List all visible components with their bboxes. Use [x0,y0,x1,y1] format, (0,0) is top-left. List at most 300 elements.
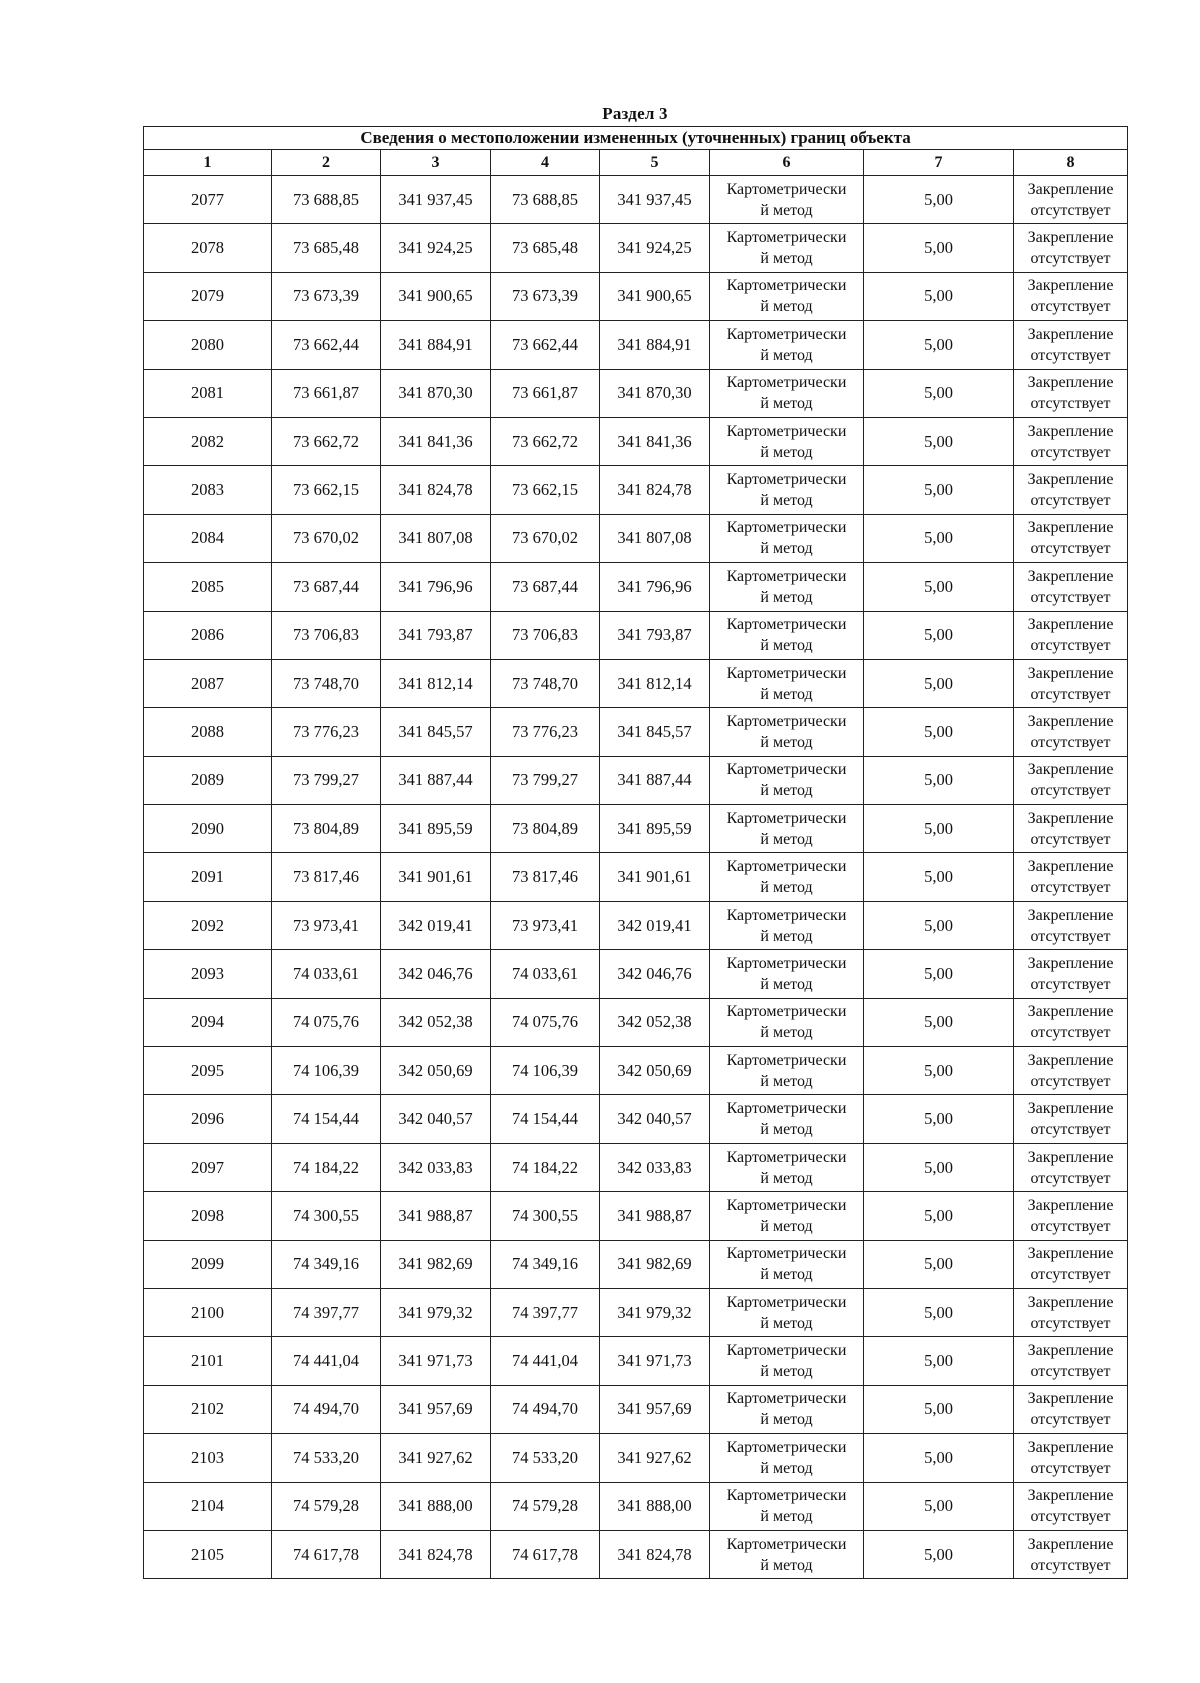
refined-x-cell: 74 441,04 [491,1337,600,1385]
accuracy-cell: 5,00 [864,1192,1014,1240]
method-line: й метод [760,1459,813,1477]
fixing-cell [1014,901,1128,949]
point-number-cell: 2083 [144,466,272,514]
point-number-cell: 2082 [144,417,272,465]
refined-x-cell: 74 184,22 [491,1143,600,1191]
column-number: 6 [710,150,864,176]
fixing-cell [1014,950,1128,998]
refined-x-cell: 74 349,16 [491,1240,600,1288]
table-row [144,708,1128,756]
refined-y-cell: 341 927,62 [600,1434,710,1482]
fixing-line: Закрепление [1027,1245,1114,1263]
point-number-cell: 2087 [144,659,272,707]
refined-y-cell: 341 887,44 [600,756,710,804]
table-row [144,1337,1128,1385]
refined-y-cell: 342 019,41 [600,901,710,949]
method-line: Картометрически [726,1293,847,1311]
refined-y-cell: 341 988,87 [600,1192,710,1240]
existing-x-cell: 73 670,02 [272,514,381,562]
fixing-cell [1014,369,1128,417]
method-cell [710,901,864,949]
existing-y-cell: 342 050,69 [381,1047,491,1095]
refined-x-cell: 74 033,61 [491,950,600,998]
method-line: й метод [760,1217,813,1235]
refined-x-cell: 73 687,44 [491,563,600,611]
fixing-line: Закрепление [1027,374,1114,392]
method-cell [710,1434,864,1482]
fixing-line: Закрепление [1027,422,1114,440]
fixing-line: отсутствует [1030,250,1111,268]
refined-y-cell: 341 982,69 [600,1240,710,1288]
point-number-cell: 2080 [144,321,272,369]
refined-x-cell: 73 776,23 [491,708,600,756]
existing-y-cell: 341 924,25 [381,224,491,272]
existing-y-cell: 342 019,41 [381,901,491,949]
method-cell [710,1482,864,1530]
accuracy-cell: 5,00 [864,1047,1014,1095]
method-line: Картометрически [726,325,847,343]
existing-y-cell: 341 895,59 [381,805,491,853]
refined-x-cell: 73 748,70 [491,659,600,707]
method-line: й метод [760,830,813,848]
column-number: 5 [600,150,710,176]
refined-x-cell: 73 670,02 [491,514,600,562]
existing-x-cell: 73 662,15 [272,466,381,514]
accuracy-cell: 5,00 [864,417,1014,465]
existing-x-cell: 74 349,16 [272,1240,381,1288]
method-line: й метод [760,1072,813,1090]
fixing-line: Закрепление [1027,761,1114,779]
fixing-cell [1014,1482,1128,1530]
existing-y-cell: 341 845,57 [381,708,491,756]
existing-x-cell: 74 075,76 [272,998,381,1046]
fixing-line: отсутствует [1030,782,1111,800]
accuracy-cell: 5,00 [864,321,1014,369]
fixing-line: Закрепление [1027,229,1114,247]
existing-x-cell: 73 673,39 [272,272,381,320]
column-number: 8 [1014,150,1128,176]
fixing-line: Закрепление [1027,809,1114,827]
fixing-cell [1014,611,1128,659]
method-line: й метод [760,1121,813,1139]
refined-x-cell: 73 662,72 [491,417,600,465]
existing-y-cell: 341 887,44 [381,756,491,804]
existing-y-cell: 342 040,57 [381,1095,491,1143]
fixing-cell [1014,1337,1128,1385]
refined-y-cell: 341 979,32 [600,1288,710,1336]
table-row [144,1385,1128,1433]
table-row [144,321,1128,369]
method-cell [710,1385,864,1433]
fixing-line: отсутствует [1030,1169,1111,1187]
accuracy-cell: 5,00 [864,1482,1014,1530]
fixing-line: отсутствует [1030,975,1111,993]
existing-x-cell: 73 688,85 [272,176,381,224]
fixing-cell [1014,1095,1128,1143]
refined-x-cell: 74 579,28 [491,1482,600,1530]
fixing-line: Закрепление [1027,858,1114,876]
column-number: 2 [272,150,381,176]
existing-y-cell: 341 793,87 [381,611,491,659]
fixing-line: отсутствует [1030,346,1111,364]
refined-x-cell: 74 533,20 [491,1434,600,1482]
existing-x-cell: 73 706,83 [272,611,381,659]
table-row [144,369,1128,417]
fixing-cell [1014,1530,1128,1578]
table-caption: Сведения о местоположении измененных (уточненных) границ объекта [144,127,1128,150]
existing-y-cell: 341 901,61 [381,853,491,901]
existing-y-cell: 341 796,96 [381,563,491,611]
fixing-line: Закрепление [1027,1196,1114,1214]
fixing-cell [1014,272,1128,320]
method-line: Картометрически [726,229,847,247]
refined-y-cell: 341 884,91 [600,321,710,369]
method-cell [710,224,864,272]
existing-y-cell: 341 870,30 [381,369,491,417]
refined-x-cell: 74 106,39 [491,1047,600,1095]
method-line: Картометрически [726,277,847,295]
accuracy-cell: 5,00 [864,1530,1014,1578]
method-line: й метод [760,1508,813,1526]
refined-y-cell: 342 040,57 [600,1095,710,1143]
refined-x-cell: 73 685,48 [491,224,600,272]
existing-y-cell: 342 033,83 [381,1143,491,1191]
refined-y-cell: 341 807,08 [600,514,710,562]
accuracy-cell: 5,00 [864,466,1014,514]
fixing-line: Закрепление [1027,1438,1114,1456]
refined-x-cell: 73 799,27 [491,756,600,804]
existing-y-cell: 341 812,14 [381,659,491,707]
table-row [144,756,1128,804]
table-row [144,1047,1128,1095]
refined-x-cell: 73 661,87 [491,369,600,417]
fixing-line: отсутствует [1030,298,1111,316]
table-row [144,805,1128,853]
fixing-line: отсутствует [1030,637,1111,655]
column-number: 7 [864,150,1014,176]
point-number-cell: 2093 [144,950,272,998]
point-number-cell: 2092 [144,901,272,949]
method-line: Картометрически [726,567,847,585]
method-line: Картометрически [726,664,847,682]
existing-x-cell: 74 533,20 [272,1434,381,1482]
refined-x-cell: 73 817,46 [491,853,600,901]
point-number-cell: 2096 [144,1095,272,1143]
table-row [144,1530,1128,1578]
fixing-line: Закрепление [1027,277,1114,295]
table-row [144,514,1128,562]
refined-y-cell: 341 793,87 [600,611,710,659]
accuracy-cell: 5,00 [864,708,1014,756]
fixing-line: отсутствует [1030,1556,1111,1574]
boundary-coordinates-table [143,126,1128,1579]
method-line: й метод [760,1266,813,1284]
point-number-cell: 2101 [144,1337,272,1385]
method-cell [710,1530,864,1578]
refined-x-cell: 74 397,77 [491,1288,600,1336]
fixing-line: Закрепление [1027,471,1114,489]
fixing-line: отсутствует [1030,927,1111,945]
fixing-cell [1014,321,1128,369]
fixing-line: отсутствует [1030,1363,1111,1381]
method-line: Картометрически [726,422,847,440]
method-line: й метод [760,540,813,558]
accuracy-cell: 5,00 [864,998,1014,1046]
fixing-line: отсутствует [1030,1217,1111,1235]
point-number-cell: 2084 [144,514,272,562]
point-number-cell: 2104 [144,1482,272,1530]
refined-y-cell: 341 901,61 [600,853,710,901]
refined-y-cell: 341 895,59 [600,805,710,853]
existing-y-cell: 341 824,78 [381,1530,491,1578]
existing-x-cell: 74 397,77 [272,1288,381,1336]
fixing-line: Закрепление [1027,906,1114,924]
fixing-cell [1014,853,1128,901]
method-line: й метод [760,588,813,606]
existing-x-cell: 73 662,72 [272,417,381,465]
method-line: Картометрически [726,471,847,489]
method-cell [710,1288,864,1336]
refined-x-cell: 73 662,15 [491,466,600,514]
fixing-line: отсутствует [1030,588,1111,606]
accuracy-cell: 5,00 [864,853,1014,901]
method-line: Картометрически [726,616,847,634]
method-line: Картометрически [726,180,847,198]
table-body [144,176,1128,1579]
fixing-line: Закрепление [1027,325,1114,343]
existing-y-cell: 341 888,00 [381,1482,491,1530]
method-cell [710,853,864,901]
accuracy-cell: 5,00 [864,176,1014,224]
table-row [144,272,1128,320]
refined-x-cell: 73 706,83 [491,611,600,659]
existing-x-cell: 73 776,23 [272,708,381,756]
existing-x-cell: 73 973,41 [272,901,381,949]
method-cell [710,1143,864,1191]
table-row [144,1288,1128,1336]
refined-x-cell: 73 804,89 [491,805,600,853]
fixing-line: Закрепление [1027,1342,1114,1360]
point-number-cell: 2086 [144,611,272,659]
fixing-cell [1014,1385,1128,1433]
table-row [144,224,1128,272]
existing-x-cell: 73 662,44 [272,321,381,369]
method-line: Картометрически [726,809,847,827]
method-cell [710,369,864,417]
column-number-row [144,150,1128,176]
method-line: Картометрически [726,712,847,730]
existing-y-cell: 341 971,73 [381,1337,491,1385]
table-row [144,176,1128,224]
method-cell [710,708,864,756]
fixing-cell [1014,659,1128,707]
refined-y-cell: 342 050,69 [600,1047,710,1095]
fixing-line: отсутствует [1030,1121,1111,1139]
refined-y-cell: 342 052,38 [600,998,710,1046]
method-cell [710,756,864,804]
point-number-cell: 2089 [144,756,272,804]
existing-x-cell: 74 300,55 [272,1192,381,1240]
existing-x-cell: 74 617,78 [272,1530,381,1578]
fixing-line: Закрепление [1027,954,1114,972]
existing-y-cell: 341 884,91 [381,321,491,369]
accuracy-cell: 5,00 [864,224,1014,272]
method-line: Картометрически [726,1003,847,1021]
table-row [144,466,1128,514]
fixing-cell [1014,417,1128,465]
fixing-line: отсутствует [1030,1266,1111,1284]
fixing-line: Закрепление [1027,1148,1114,1166]
table-row [144,950,1128,998]
method-line: Картометрически [726,374,847,392]
table-row [144,901,1128,949]
refined-y-cell: 341 824,78 [600,1530,710,1578]
method-cell [710,417,864,465]
fixing-cell [1014,466,1128,514]
fixing-line: Закрепление [1027,519,1114,537]
refined-y-cell: 342 033,83 [600,1143,710,1191]
column-number: 3 [381,150,491,176]
refined-x-cell: 73 688,85 [491,176,600,224]
method-line: й метод [760,1411,813,1429]
point-number-cell: 2088 [144,708,272,756]
accuracy-cell: 5,00 [864,1434,1014,1482]
method-line: й метод [760,733,813,751]
table-row [144,1240,1128,1288]
method-cell [710,514,864,562]
method-line: й метод [760,879,813,897]
method-line: й метод [760,685,813,703]
refined-x-cell: 74 075,76 [491,998,600,1046]
method-line: й метод [760,1363,813,1381]
existing-x-cell: 74 494,70 [272,1385,381,1433]
accuracy-cell: 5,00 [864,514,1014,562]
existing-x-cell: 73 685,48 [272,224,381,272]
table-row [144,417,1128,465]
accuracy-cell: 5,00 [864,1337,1014,1385]
fixing-line: отсутствует [1030,1072,1111,1090]
existing-y-cell: 341 841,36 [381,417,491,465]
existing-y-cell: 341 824,78 [381,466,491,514]
point-number-cell: 2097 [144,1143,272,1191]
refined-y-cell: 341 900,65 [600,272,710,320]
existing-x-cell: 73 804,89 [272,805,381,853]
point-number-cell: 2100 [144,1288,272,1336]
table-row [144,853,1128,901]
fixing-line: Закрепление [1027,1390,1114,1408]
method-line: й метод [760,395,813,413]
existing-y-cell: 341 982,69 [381,1240,491,1288]
existing-y-cell: 342 046,76 [381,950,491,998]
accuracy-cell: 5,00 [864,1240,1014,1288]
method-cell [710,1240,864,1288]
existing-x-cell: 73 817,46 [272,853,381,901]
method-cell [710,272,864,320]
fixing-line: отсутствует [1030,540,1111,558]
fixing-cell [1014,998,1128,1046]
existing-x-cell: 74 579,28 [272,1482,381,1530]
fixing-line: отсутствует [1030,1024,1111,1042]
fixing-cell [1014,1288,1128,1336]
point-number-cell: 2099 [144,1240,272,1288]
method-cell [710,950,864,998]
refined-y-cell: 341 796,96 [600,563,710,611]
fixing-cell [1014,756,1128,804]
method-cell [710,563,864,611]
table-row [144,1434,1128,1482]
method-cell [710,805,864,853]
method-line: Картометрически [726,1535,847,1553]
point-number-cell: 2078 [144,224,272,272]
accuracy-cell: 5,00 [864,563,1014,611]
point-number-cell: 2085 [144,563,272,611]
fixing-line: отсутствует [1030,1314,1111,1332]
fixing-line: отсутствует [1030,1459,1111,1477]
accuracy-cell: 5,00 [864,1143,1014,1191]
method-cell [710,998,864,1046]
point-number-cell: 2103 [144,1434,272,1482]
fixing-line: отсутствует [1030,1411,1111,1429]
table-row [144,998,1128,1046]
method-line: Картометрически [726,1390,847,1408]
existing-x-cell: 74 106,39 [272,1047,381,1095]
method-cell [710,1047,864,1095]
method-line: Картометрически [726,1100,847,1118]
fixing-cell [1014,176,1128,224]
existing-y-cell: 341 807,08 [381,514,491,562]
existing-y-cell: 341 937,45 [381,176,491,224]
method-line: Картометрически [726,1245,847,1263]
existing-y-cell: 341 979,32 [381,1288,491,1336]
accuracy-cell: 5,00 [864,272,1014,320]
existing-x-cell: 74 033,61 [272,950,381,998]
fixing-line: отсутствует [1030,685,1111,703]
refined-y-cell: 341 888,00 [600,1482,710,1530]
method-line: й метод [760,927,813,945]
fixing-line: Закрепление [1027,664,1114,682]
fixing-line: Закрепление [1027,1051,1114,1069]
fixing-line: Закрепление [1027,180,1114,198]
existing-y-cell: 342 052,38 [381,998,491,1046]
refined-x-cell: 74 494,70 [491,1385,600,1433]
method-line: Картометрически [726,1487,847,1505]
refined-y-cell: 342 046,76 [600,950,710,998]
table-row [144,1482,1128,1530]
accuracy-cell: 5,00 [864,805,1014,853]
fixing-line: отсутствует [1030,443,1111,461]
column-number: 4 [491,150,600,176]
method-line: й метод [760,975,813,993]
refined-y-cell: 341 824,78 [600,466,710,514]
existing-y-cell: 341 927,62 [381,1434,491,1482]
fixing-cell [1014,708,1128,756]
fixing-line: Закрепление [1027,1003,1114,1021]
point-number-cell: 2079 [144,272,272,320]
existing-x-cell: 73 687,44 [272,563,381,611]
fixing-line: отсутствует [1030,395,1111,413]
method-line: й метод [760,1314,813,1332]
point-number-cell: 2094 [144,998,272,1046]
method-line: Картометрически [726,761,847,779]
method-line: Картометрически [726,1438,847,1456]
point-number-cell: 2091 [144,853,272,901]
method-cell [710,1095,864,1143]
method-line: й метод [760,1556,813,1574]
accuracy-cell: 5,00 [864,1385,1014,1433]
method-line: Картометрически [726,519,847,537]
fixing-line: отсутствует [1030,733,1111,751]
existing-x-cell: 74 441,04 [272,1337,381,1385]
